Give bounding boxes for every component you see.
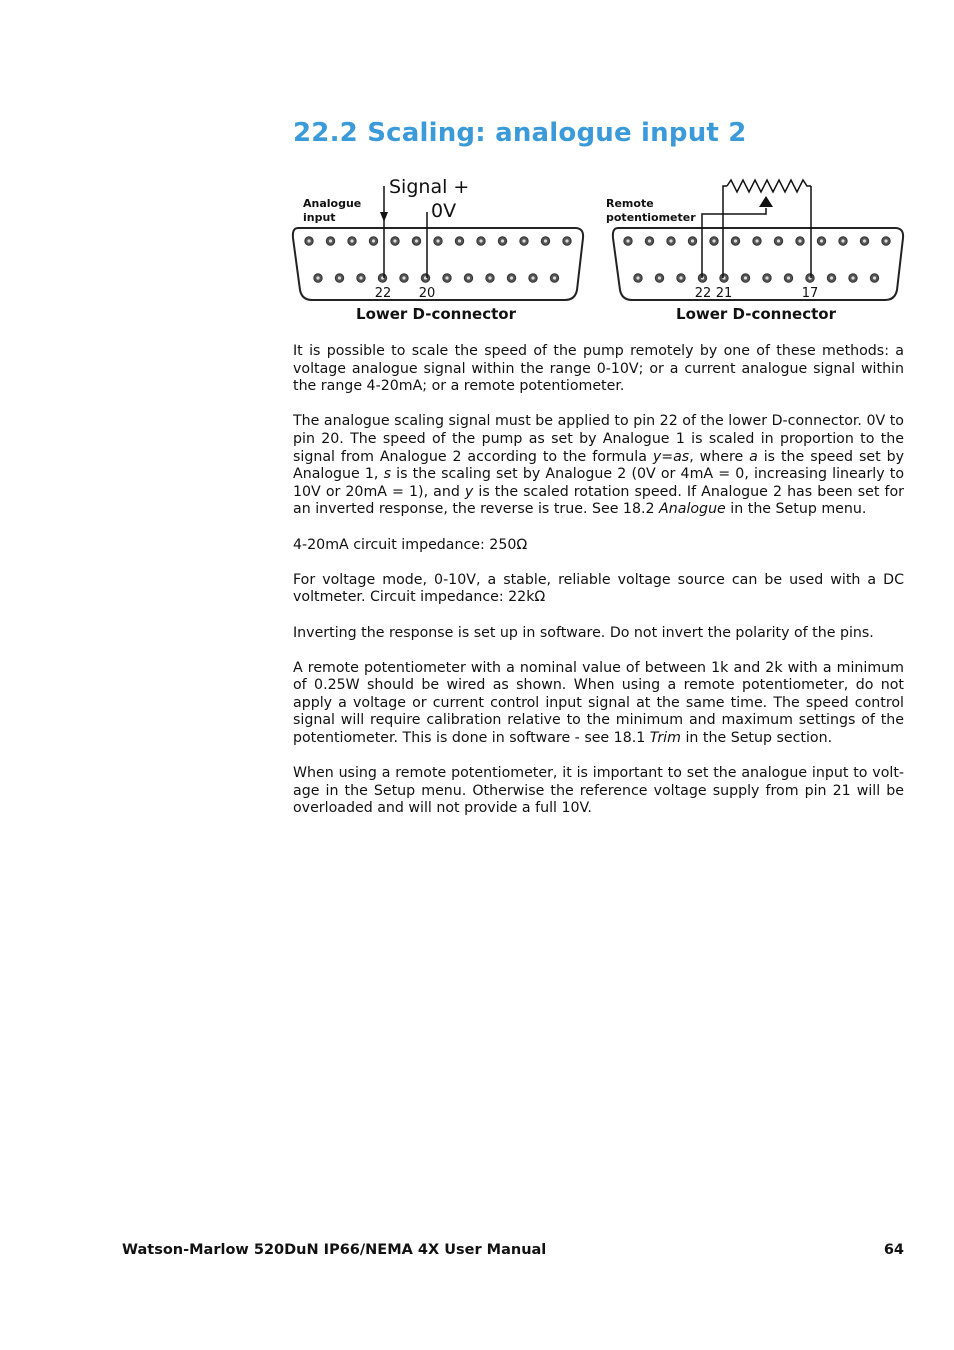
connector-pin-center	[863, 239, 866, 242]
connector-pin-center	[679, 276, 682, 279]
text-run: The analogue scaling signal must be applied to pin 22 of the lower D-connector. 0V to pin 20. The speed of the pump as set by Analogue 1 is scaled in proportion to the signal from Analogue 2 according to the formula	[293, 413, 904, 465]
variable-s: s	[383, 466, 391, 483]
paragraph-current-impedance: 4-20mA circuit impedance: 250Ω	[293, 536, 528, 553]
text-run: A remote potentiometer with a nominal value of between 1k and 2k with a minimum of 0.25W should be wired as shown. When using a remote potentiometer, do not apply a voltage or current control input signal at the same time. The speed control signal will require calibration relative to the minimum and maximum settings of the potentiometer. This is done in software - see 18.1	[293, 659, 904, 747]
connector-pin-center	[329, 239, 332, 242]
footer-title: Watson-Marlow 520DuN IP66/NEMA 4X User Manual	[122, 1242, 547, 1258]
right-pin-label-22: 22	[694, 286, 712, 301]
connector-pin-center	[458, 239, 461, 242]
right-top-pin-row	[624, 237, 890, 245]
paragraph-potentiometer-warning: When using a remote potentiometer, it is important to set the analogue input to volt-age in the Setup menu. Otherwise the reference voltage supply from pin 21 will be overloaded and will not provide a full 10V.	[293, 765, 904, 817]
connector-pin-center	[787, 276, 790, 279]
paragraph-inverting: Inverting the response is set up in software. Do not invert the polarity of the pins.	[293, 624, 874, 641]
connector-pin-center	[488, 276, 491, 279]
connector-pin-center	[467, 276, 470, 279]
left-d-connector	[293, 176, 583, 323]
connector-pin-center	[544, 239, 547, 242]
connector-pin-center	[755, 239, 758, 242]
right-connector-caption: Lower D-connector	[676, 305, 836, 323]
page-title: 22.2 Scaling: analogue input 2	[293, 118, 747, 148]
connector-pin-center	[765, 276, 768, 279]
text-run: is the scaling set by Analogue 2 (0V or 4mA = 0, increasing linearly to 10V or 20mA = 1), and	[293, 466, 905, 500]
zero-v-label: 0V	[431, 200, 457, 222]
left-connector-caption: Lower D-connector	[356, 305, 516, 323]
connector-pin-center	[445, 276, 448, 279]
left-top-pin-row	[305, 237, 571, 245]
connector-pin-center	[777, 239, 780, 242]
connector-pin-center	[393, 239, 396, 242]
right-label-potentiometer: potentiometer	[606, 211, 696, 224]
potentiometer-resistor-icon	[727, 180, 811, 192]
connector-pin-center	[350, 239, 353, 242]
text-run: is the scaled rotation speed. If Analogue 2 has been set for an inverted response, the reverse is true. See 18.2	[293, 483, 904, 518]
connector-pin-center	[841, 239, 844, 242]
connector-pin-center	[658, 276, 661, 279]
variable-a: a	[749, 448, 758, 465]
text-run: , where	[689, 448, 750, 465]
connector-pin-center	[359, 276, 362, 279]
connector-pin-center	[307, 239, 310, 242]
connector-pin-center	[479, 239, 482, 242]
connector-pin-center	[522, 239, 525, 242]
paragraph-voltage-mode: For voltage mode, 0-10V, a stable, reliable voltage source can be used with a DC voltmeter. Circuit impedance: 22kΩ	[293, 571, 904, 606]
right-pin-label-17: 17	[801, 286, 819, 301]
connector-pin-center	[338, 276, 341, 279]
connector-pin-center	[501, 239, 504, 242]
paragraph-remote-potentiometer	[293, 660, 904, 748]
text-run: in the Setup menu.	[725, 501, 867, 518]
left-label-analogue: Analogue	[303, 197, 362, 210]
connector-pin-center	[402, 276, 405, 279]
paragraph-scaling-signal	[293, 413, 904, 519]
connector-pin-center	[415, 239, 418, 242]
connector-pin-center	[510, 276, 513, 279]
pot-wire-pin21	[723, 186, 727, 278]
left-pin-label-20: 20	[418, 286, 436, 301]
connector-pin-center	[798, 239, 801, 242]
connector-pin-center	[553, 276, 556, 279]
page-number: 64	[883, 1242, 904, 1258]
text-run: in the Setup section.	[680, 730, 833, 747]
connector-pin-center	[734, 239, 737, 242]
text-run: is the speed set by Analogue 1,	[293, 448, 904, 483]
connector-pin-center	[830, 276, 833, 279]
d-connector-wiring-diagram	[290, 172, 906, 327]
connector-pin-center	[851, 276, 854, 279]
connector-pin-center	[820, 239, 823, 242]
connector-pin-center	[648, 239, 651, 242]
connector-pin-center	[744, 276, 747, 279]
left-bottom-pin-row	[314, 274, 559, 282]
connector-pin-center	[636, 276, 639, 279]
left-label-input: input	[303, 211, 336, 224]
connector-pin-center	[669, 239, 672, 242]
connector-pin-center	[565, 239, 568, 242]
connector-pin-center	[436, 239, 439, 242]
reference-trim: Trim	[649, 730, 681, 747]
connector-pin-center	[691, 239, 694, 242]
connector-pin-center	[531, 276, 534, 279]
right-d-connector	[606, 180, 903, 323]
connector-pin-center	[372, 239, 375, 242]
right-label-remote: Remote	[606, 197, 654, 210]
paragraph-scaling-methods: It is possible to scale the speed of the pump remotely by one of these methods: a voltage analogue signal within the range 0-10V; or a current analogue signal within the range 4-20mA; or a remote potentiometer.	[293, 343, 904, 395]
connector-pin-center	[712, 239, 715, 242]
signal-arrow-icon	[380, 212, 388, 222]
variable-y: y	[464, 483, 474, 500]
connector-pin-center	[316, 276, 319, 279]
wiper-arrow-icon	[759, 196, 773, 207]
body-text	[293, 343, 904, 836]
connector-pin-center	[626, 239, 629, 242]
reference-analogue: Analogue	[659, 501, 726, 518]
connector-pin-center	[884, 239, 887, 242]
signal-plus-label: Signal +	[389, 176, 470, 198]
left-pin-label-22: 22	[374, 286, 392, 301]
formula: y=as	[652, 448, 690, 465]
right-pin-label-21: 21	[715, 286, 733, 301]
connector-pin-center	[873, 276, 876, 279]
right-bottom-pin-row	[634, 274, 879, 282]
